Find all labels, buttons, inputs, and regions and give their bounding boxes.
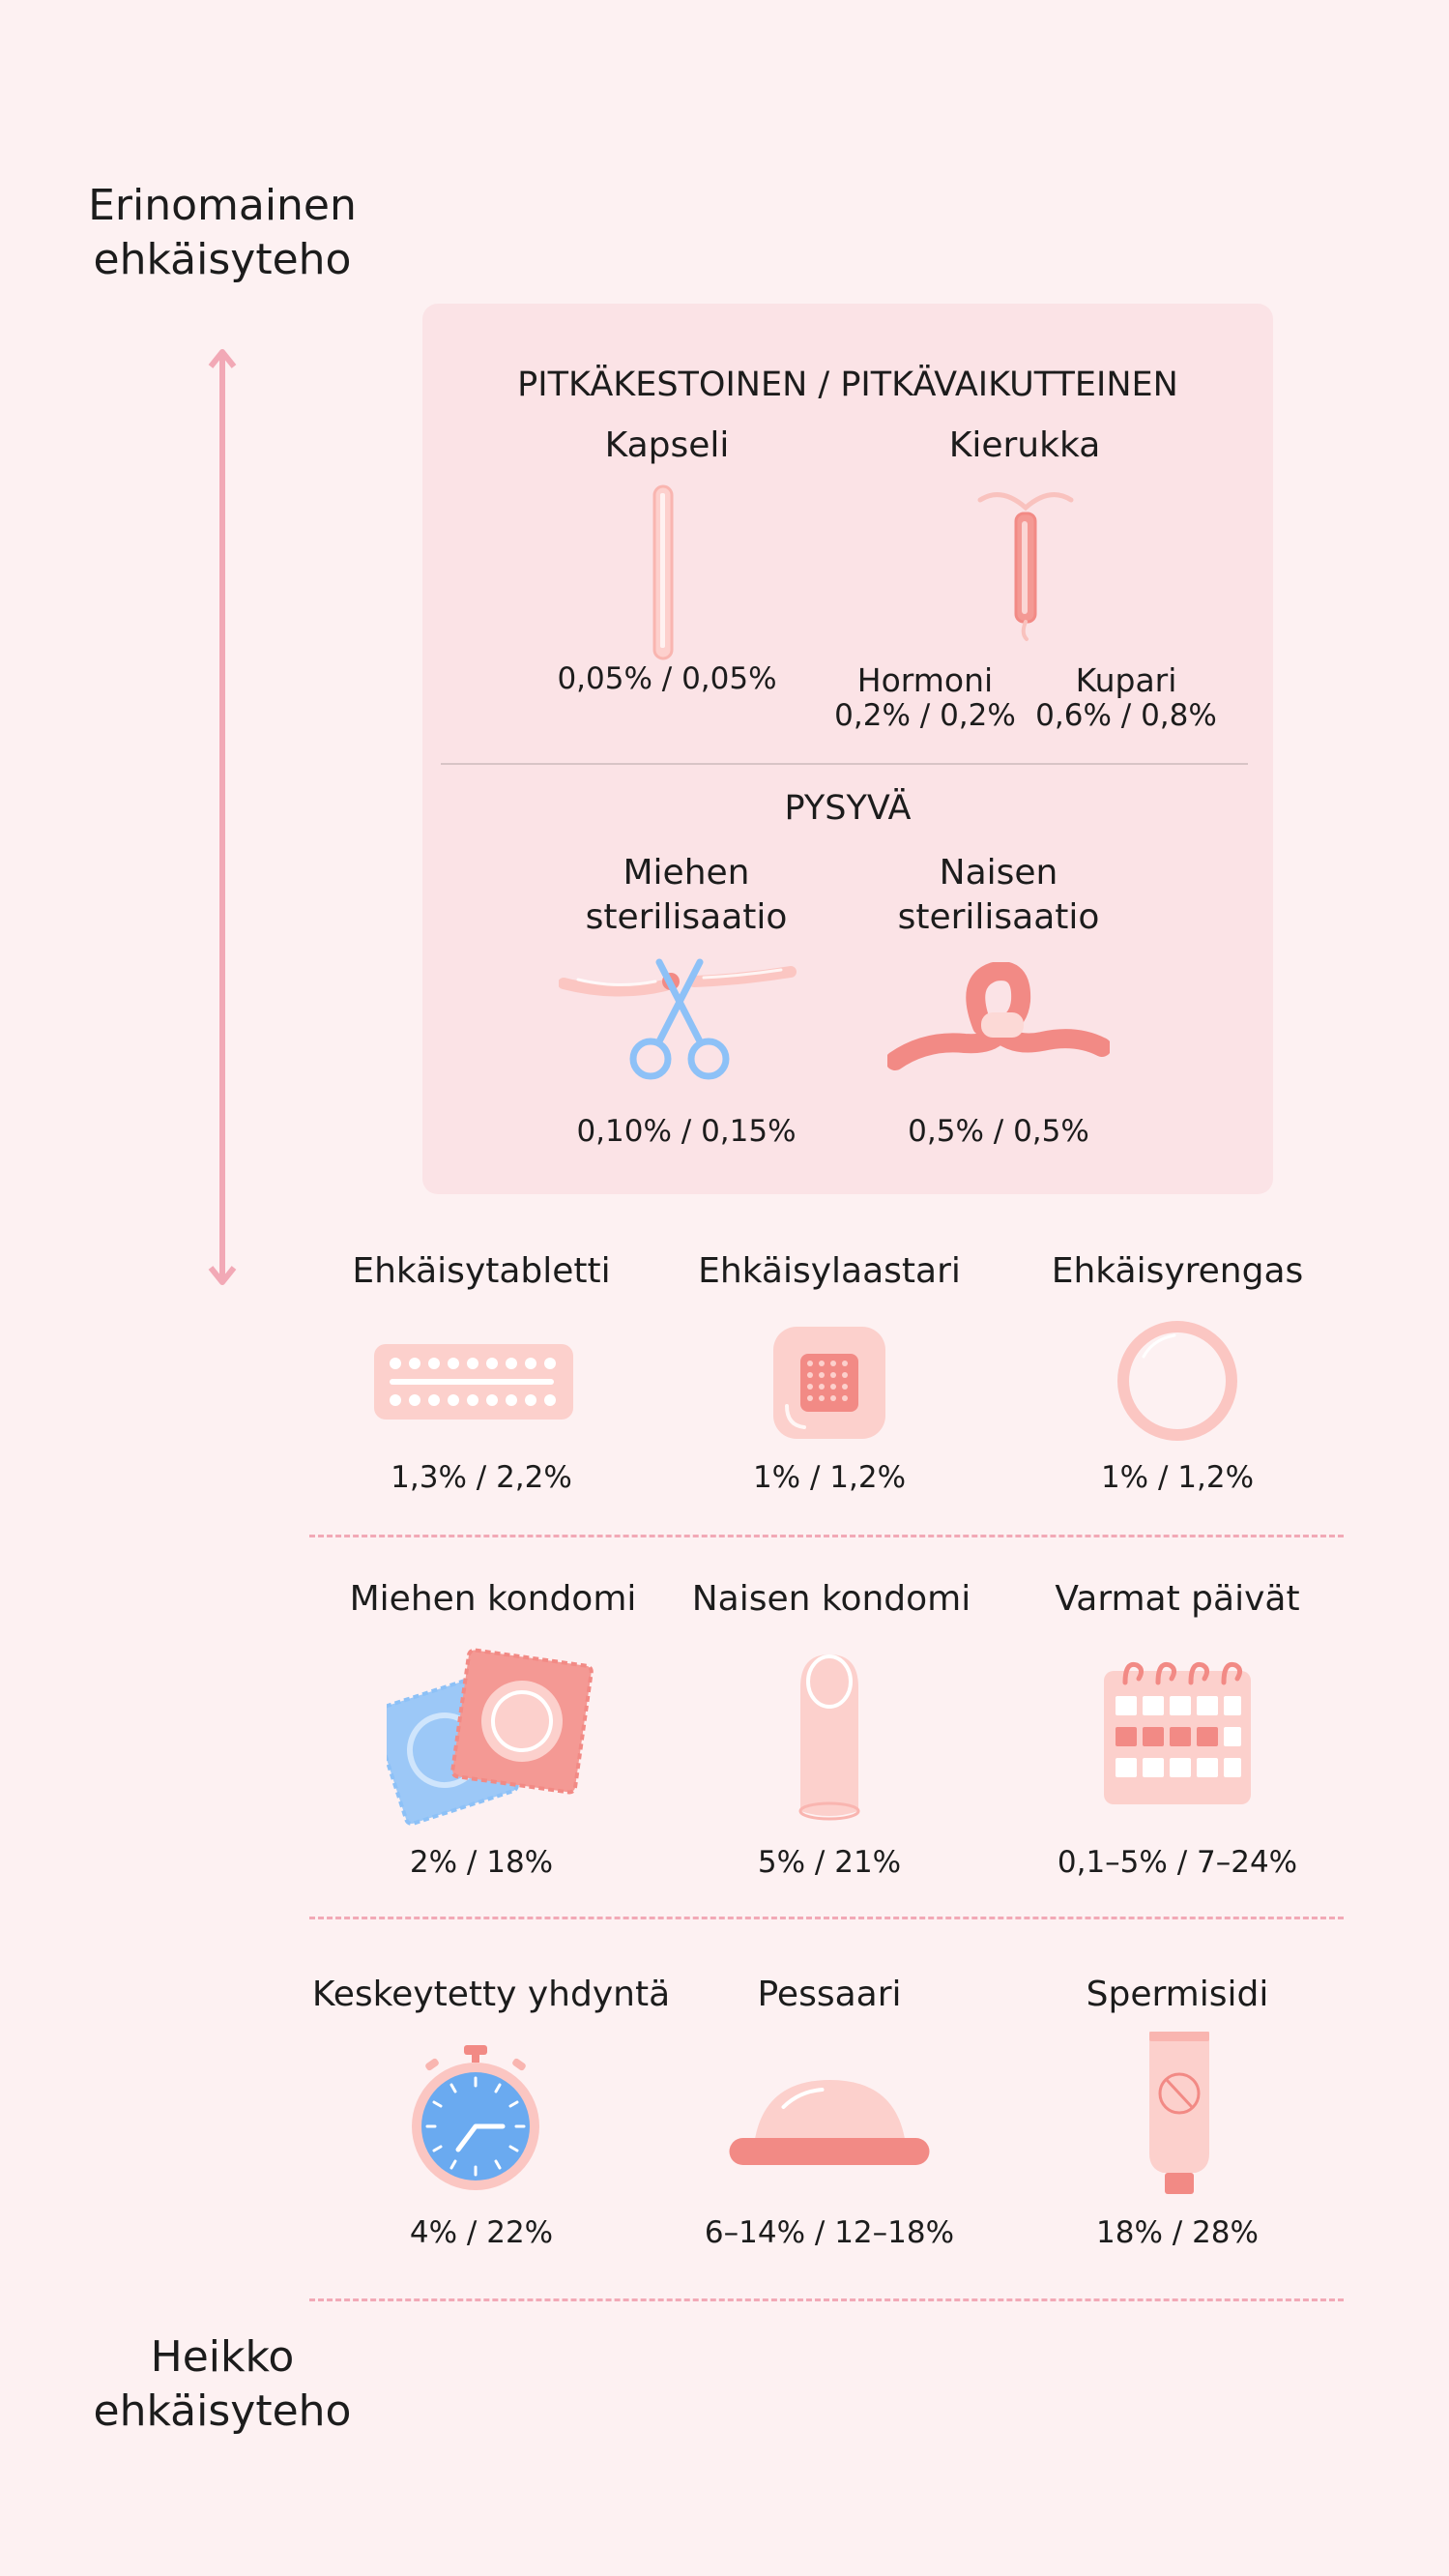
stopwatch-icon — [408, 2043, 543, 2193]
iud-icon — [972, 488, 1079, 643]
calendar-label: Varmat päivät — [1055, 1579, 1300, 1619]
iud-copper-label: Kupari — [1075, 661, 1177, 699]
female-sterilization-rate: 0,5% / 0,5% — [908, 1114, 1089, 1149]
ring-label: Ehkäisyrengas — [1051, 1251, 1304, 1291]
female-condom-rate: 5% / 21% — [757, 1845, 902, 1880]
female-sterilization-line2: sterilisaatio — [897, 897, 1100, 937]
withdrawal-rate: 4% / 22% — [409, 2215, 554, 2250]
row-divider-2 — [309, 1917, 1344, 1919]
calendar-icon — [1100, 1654, 1255, 1808]
pill-rate: 1,3% / 2,2% — [391, 1460, 572, 1495]
long-acting-title: PITKÄKESTOINEN / PITKÄVAIKUTTEINEN — [517, 366, 1178, 404]
card-divider — [441, 763, 1248, 765]
axis-top-line2: ehkäisyteho — [93, 235, 352, 284]
pill-pack-icon — [372, 1342, 575, 1421]
male-sterilization-label — [586, 851, 788, 940]
spermicide-label: Spermisidi — [1086, 1975, 1269, 2014]
patch-label: Ehkäisylaastari — [698, 1251, 961, 1291]
axis-top-line1: Erinomainen — [88, 181, 357, 230]
axis-bottom-line2: ehkäisyteho — [93, 2386, 352, 2436]
female-condom-icon — [791, 1649, 868, 1823]
male-condom-label: Miehen kondomi — [349, 1579, 637, 1619]
axis-bottom-label — [29, 2330, 416, 2439]
iud-copper-rate: 0,6% / 0,8% — [1035, 698, 1217, 733]
spermicide-tube-icon — [1145, 2028, 1213, 2197]
condom-packets-icon — [387, 1644, 599, 1828]
male-sterilization-rate: 0,10% / 0,15% — [576, 1114, 797, 1149]
spermicide-rate: 18% / 28% — [1096, 2215, 1259, 2250]
iud-hormone-rate: 0,2% / 0,2% — [834, 698, 1016, 733]
patch-icon — [771, 1325, 887, 1441]
male-sterilization-line1: Miehen — [623, 853, 750, 893]
permanent-title: PYSYVÄ — [784, 789, 912, 828]
tube-knot-icon — [887, 962, 1110, 1078]
capsule-rate: 0,05% / 0,05% — [557, 661, 777, 696]
iud-hormone-label: Hormoni — [856, 661, 994, 699]
ring-rate: 1% / 1,2% — [1100, 1460, 1255, 1495]
axis-bottom-line1: Heikko — [150, 2332, 295, 2382]
withdrawal-label: Keskeytetty yhdyntä — [311, 1975, 671, 2014]
row-divider-3 — [309, 2298, 1344, 2301]
calendar-rate: 0,1–5% / 7–24% — [1057, 1845, 1298, 1880]
implant-rod-icon — [652, 483, 675, 661]
pill-label: Ehkäisytabletti — [352, 1251, 611, 1291]
long-acting-card — [422, 304, 1273, 1194]
capsule-label: Kapseli — [604, 425, 730, 465]
female-sterilization-label — [898, 851, 1100, 940]
diaphragm-rate: 6–14% / 12–18% — [704, 2215, 955, 2250]
diaphragm-label: Pessaari — [757, 1975, 902, 2014]
male-sterilization-line2: sterilisaatio — [585, 897, 788, 937]
male-condom-rate: 2% / 18% — [409, 1845, 554, 1880]
ring-icon — [1115, 1318, 1240, 1444]
row-divider-1 — [309, 1535, 1344, 1537]
scissors-icon — [559, 952, 800, 1083]
diaphragm-icon — [726, 2074, 934, 2171]
female-condom-label: Naisen kondomi — [691, 1579, 971, 1619]
female-sterilization-line1: Naisen — [939, 853, 1058, 893]
iud-label: Kierukka — [948, 425, 1101, 465]
axis-top-label — [29, 179, 416, 287]
effectiveness-axis-arrow — [198, 343, 246, 1291]
patch-rate: 1% / 1,2% — [752, 1460, 907, 1495]
